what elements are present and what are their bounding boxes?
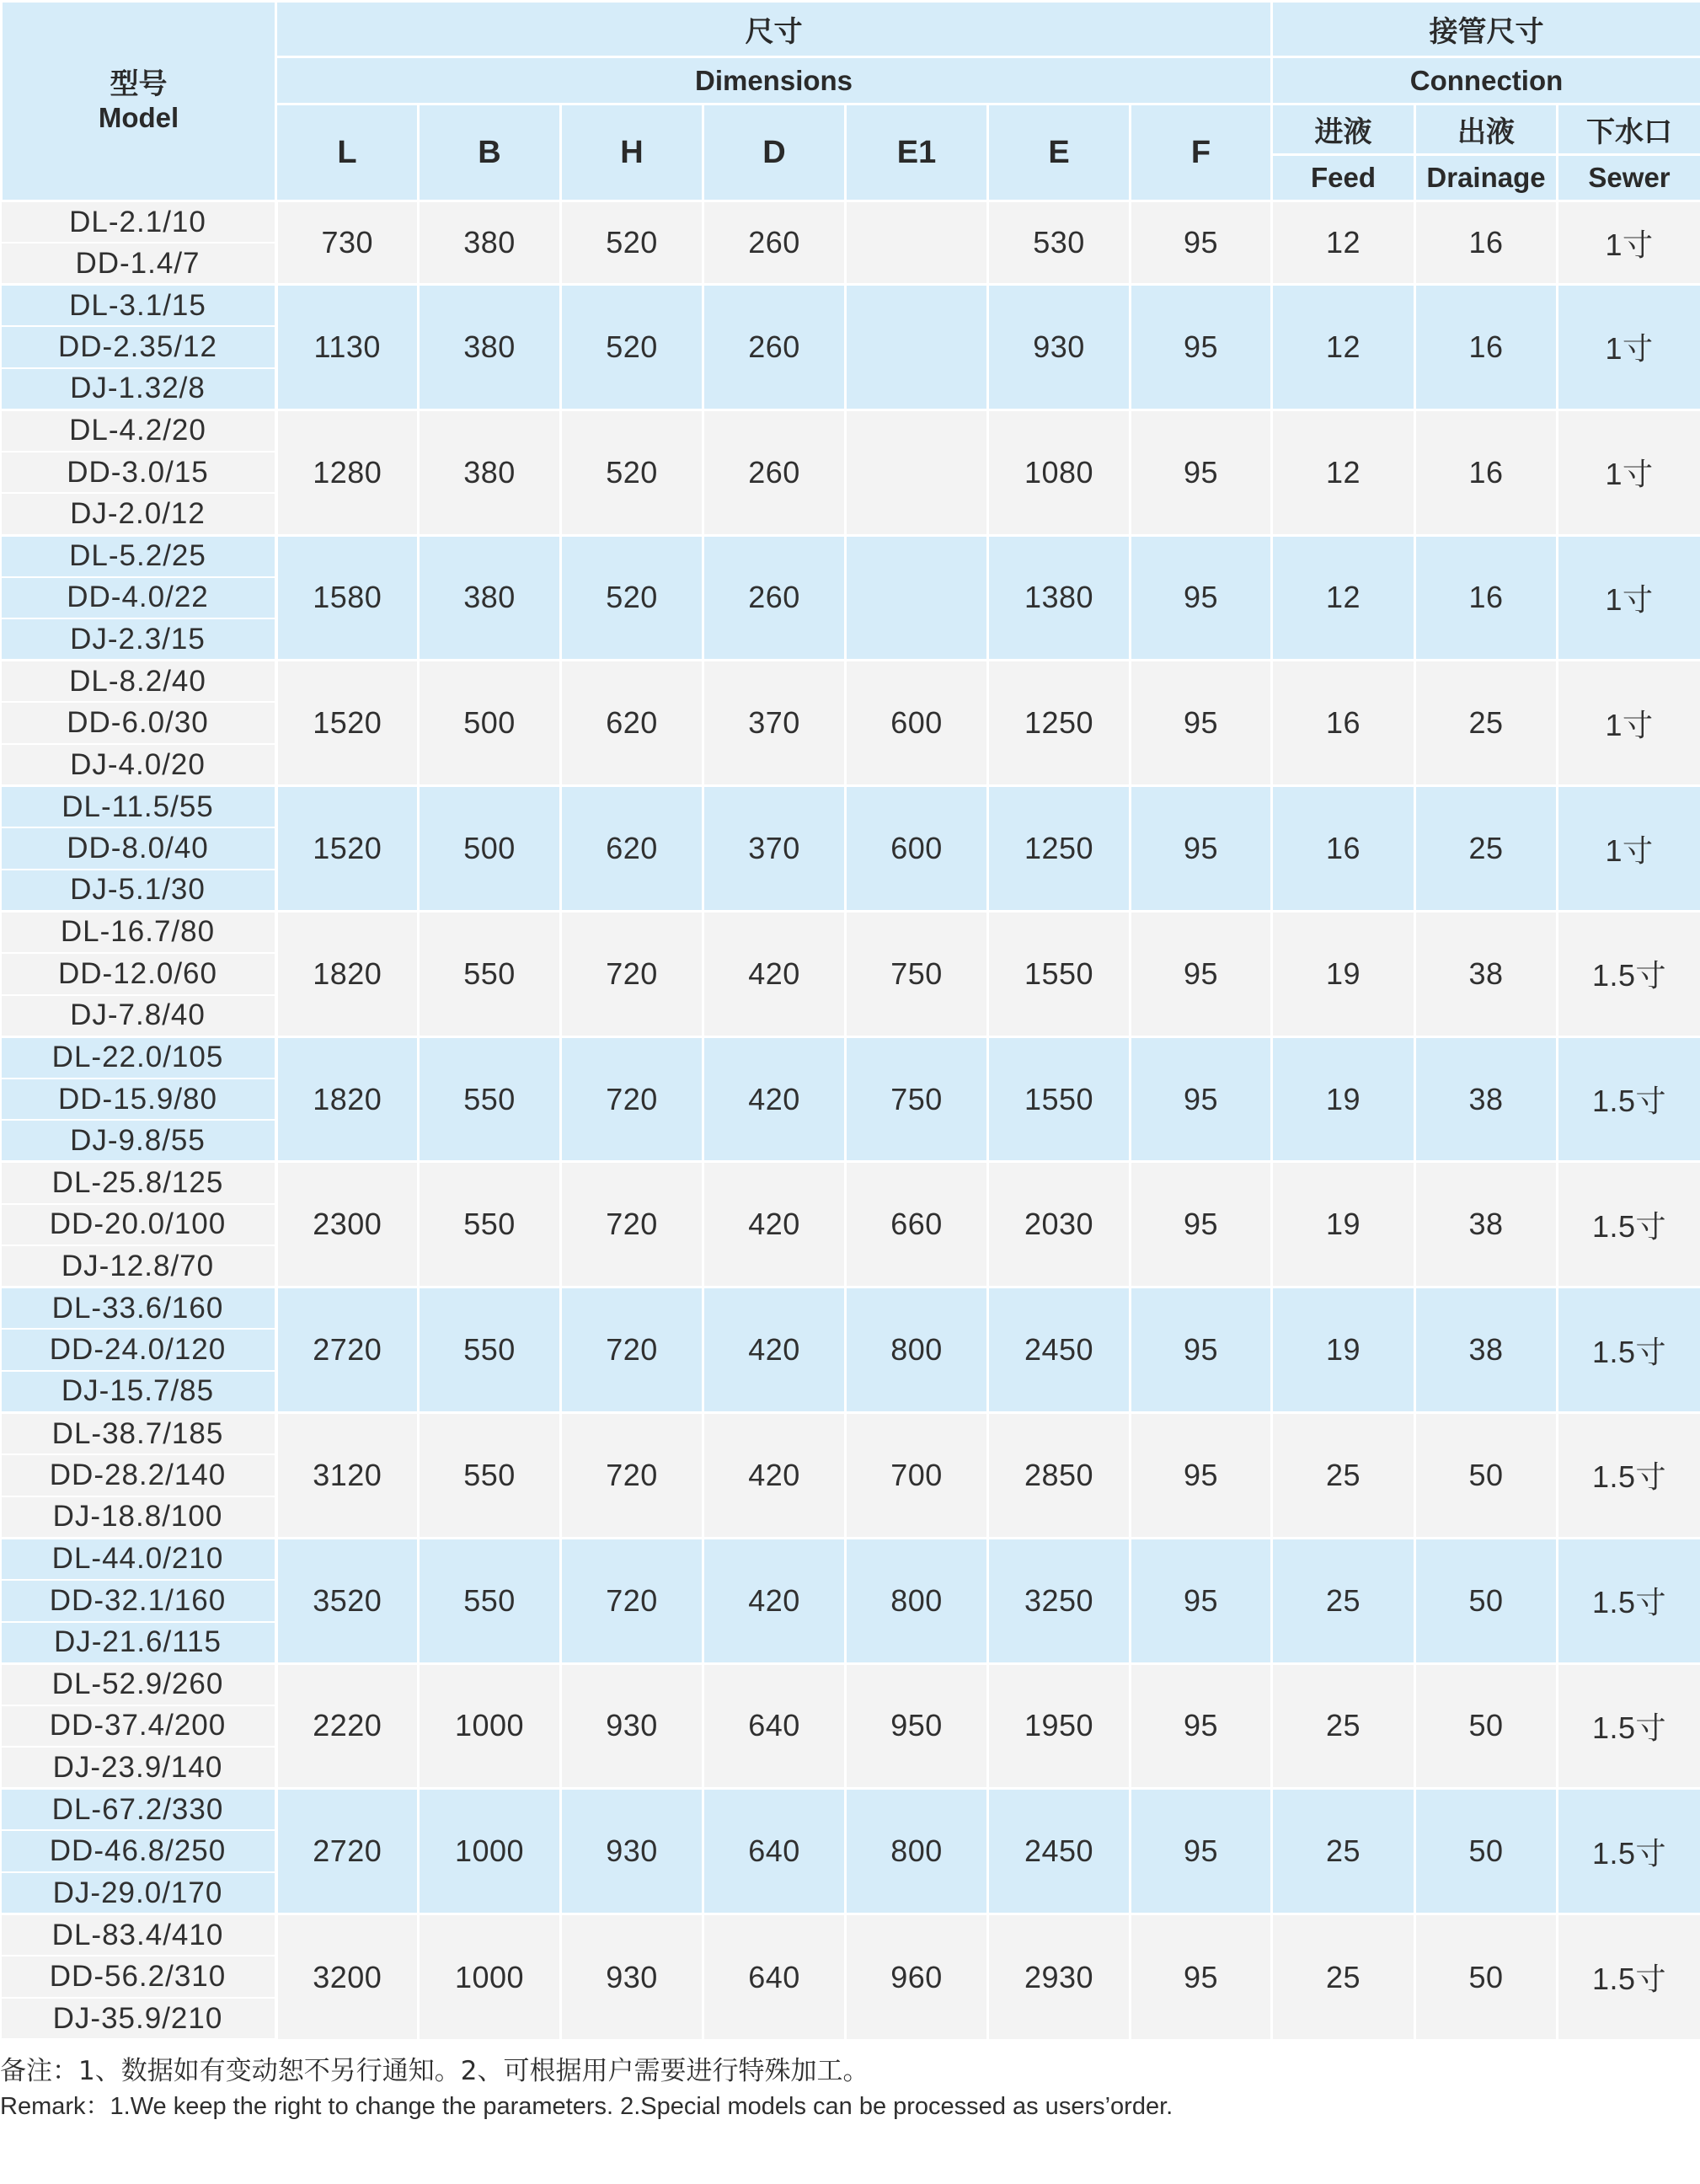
value-cell: 16: [1272, 661, 1415, 786]
value-cell: 640: [703, 1914, 846, 2040]
value-cell: 500: [419, 661, 561, 786]
value-cell: 2030: [988, 1162, 1131, 1287]
value-cell: [846, 535, 988, 661]
value-cell: 260: [703, 285, 846, 410]
value-cell: 600: [846, 661, 988, 786]
value-cell: 720: [561, 1287, 703, 1413]
value-cell: 960: [846, 1914, 988, 2040]
value-cell: 1580: [276, 535, 419, 661]
value-cell: 95: [1131, 1162, 1272, 1287]
value-cell: 1寸: [1558, 410, 1700, 535]
table-row: [2, 786, 1700, 828]
model-cell: DJ-4.0/20: [2, 744, 276, 786]
value-cell: 95: [1131, 1663, 1272, 1789]
value-cell: 420: [703, 1413, 846, 1539]
value-cell: 720: [561, 1036, 703, 1162]
col-header-l: L: [276, 104, 419, 201]
value-cell: 3520: [276, 1538, 419, 1663]
value-cell: 38: [1415, 1036, 1558, 1162]
value-cell: 370: [703, 661, 846, 786]
table-row: [2, 535, 1700, 577]
value-cell: 50: [1415, 1663, 1558, 1789]
value-cell: 1820: [276, 911, 419, 1036]
value-cell: 380: [419, 535, 561, 661]
value-cell: 95: [1131, 911, 1272, 1036]
model-cell: DL-33.6/160: [2, 1287, 276, 1330]
model-header-en: Model: [98, 102, 179, 133]
value-cell: 1280: [276, 410, 419, 535]
model-cell: DL-44.0/210: [2, 1538, 276, 1580]
value-cell: 660: [846, 1162, 988, 1287]
value-cell: 520: [561, 285, 703, 410]
value-cell: 50: [1415, 1789, 1558, 1914]
dimensions-header-cn: 尺寸: [276, 2, 1272, 57]
remarks: [0, 2053, 1700, 2123]
model-header: [2, 2, 276, 201]
value-cell: [846, 285, 988, 410]
value-cell: 720: [561, 1162, 703, 1287]
col-header-drainage-cn: 出液: [1415, 104, 1558, 155]
value-cell: 1寸: [1558, 786, 1700, 912]
value-cell: 640: [703, 1789, 846, 1914]
value-cell: 420: [703, 1162, 846, 1287]
value-cell: 95: [1131, 1538, 1272, 1663]
value-cell: 720: [561, 1413, 703, 1539]
value-cell: 1950: [988, 1663, 1131, 1789]
value-cell: 700: [846, 1413, 988, 1539]
value-cell: 1.5寸: [1558, 1162, 1700, 1287]
table-row: [2, 1914, 1700, 1956]
value-cell: 38: [1415, 1162, 1558, 1287]
value-cell: 1寸: [1558, 535, 1700, 661]
table-row: [2, 410, 1700, 452]
model-cell: DL-11.5/55: [2, 786, 276, 828]
model-cell: DL-4.2/20: [2, 410, 276, 452]
value-cell: 600: [846, 786, 988, 912]
value-cell: 1.5寸: [1558, 1789, 1700, 1914]
value-cell: 25: [1415, 661, 1558, 786]
value-cell: 1.5寸: [1558, 1413, 1700, 1539]
value-cell: 620: [561, 661, 703, 786]
value-cell: 16: [1272, 786, 1415, 912]
value-cell: 750: [846, 911, 988, 1036]
value-cell: 1130: [276, 285, 419, 410]
model-cell: DJ-7.8/40: [2, 995, 276, 1037]
value-cell: 930: [561, 1789, 703, 1914]
model-cell: DD-46.8/250: [2, 1830, 276, 1872]
value-cell: 3200: [276, 1914, 419, 2040]
value-cell: [846, 201, 988, 285]
value-cell: 95: [1131, 1914, 1272, 2040]
value-cell: 1.5寸: [1558, 1036, 1700, 1162]
col-header-f: F: [1131, 104, 1272, 201]
model-cell: DL-52.9/260: [2, 1663, 276, 1705]
col-header-d: D: [703, 104, 846, 201]
model-cell: DL-25.8/125: [2, 1162, 276, 1204]
value-cell: 930: [561, 1663, 703, 1789]
value-cell: 2450: [988, 1789, 1131, 1914]
value-cell: 1.5寸: [1558, 1287, 1700, 1413]
model-cell: DL-67.2/330: [2, 1789, 276, 1831]
value-cell: 1寸: [1558, 661, 1700, 786]
col-header-b: B: [419, 104, 561, 201]
value-cell: 550: [419, 1162, 561, 1287]
value-cell: 1000: [419, 1789, 561, 1914]
value-cell: 550: [419, 1036, 561, 1162]
value-cell: 1寸: [1558, 285, 1700, 410]
value-cell: 1550: [988, 911, 1131, 1036]
value-cell: 260: [703, 410, 846, 535]
value-cell: 380: [419, 410, 561, 535]
value-cell: 25: [1272, 1413, 1415, 1539]
value-cell: 930: [988, 285, 1131, 410]
model-cell: DJ-29.0/170: [2, 1872, 276, 1914]
value-cell: 2220: [276, 1663, 419, 1789]
value-cell: 95: [1131, 285, 1272, 410]
value-cell: 3120: [276, 1413, 419, 1539]
value-cell: 380: [419, 201, 561, 285]
value-cell: 420: [703, 1287, 846, 1413]
model-cell: DL-3.1/15: [2, 285, 276, 327]
model-cell: DD-15.9/80: [2, 1079, 276, 1121]
model-cell: DJ-12.8/70: [2, 1245, 276, 1287]
value-cell: 1000: [419, 1914, 561, 2040]
value-cell: 1520: [276, 661, 419, 786]
value-cell: 640: [703, 1663, 846, 1789]
model-cell: DD-3.0/15: [2, 452, 276, 494]
model-cell: DL-2.1/10: [2, 201, 276, 244]
model-cell: DD-4.0/22: [2, 577, 276, 619]
value-cell: 800: [846, 1287, 988, 1413]
table-header: [2, 2, 1700, 201]
value-cell: 50: [1415, 1914, 1558, 2040]
model-cell: DD-32.1/160: [2, 1580, 276, 1622]
value-cell: 620: [561, 786, 703, 912]
model-cell: DD-12.0/60: [2, 953, 276, 995]
value-cell: 1380: [988, 535, 1131, 661]
value-cell: 370: [703, 786, 846, 912]
value-cell: 19: [1272, 1162, 1415, 1287]
value-cell: 520: [561, 201, 703, 285]
value-cell: 720: [561, 911, 703, 1036]
col-header-e: E: [988, 104, 1131, 201]
value-cell: 260: [703, 201, 846, 285]
value-cell: 800: [846, 1538, 988, 1663]
value-cell: 950: [846, 1663, 988, 1789]
table-row: [2, 1663, 1700, 1705]
value-cell: 550: [419, 1287, 561, 1413]
value-cell: 16: [1415, 410, 1558, 535]
table-row: [2, 911, 1700, 953]
model-cell: DD-6.0/30: [2, 702, 276, 744]
value-cell: 95: [1131, 1287, 1272, 1413]
value-cell: 1080: [988, 410, 1131, 535]
value-cell: 95: [1131, 410, 1272, 535]
table-row: [2, 1538, 1700, 1580]
value-cell: 500: [419, 786, 561, 912]
value-cell: 550: [419, 1538, 561, 1663]
value-cell: 530: [988, 201, 1131, 285]
table-row: [2, 1162, 1700, 1204]
model-cell: DJ-5.1/30: [2, 870, 276, 912]
value-cell: 12: [1272, 535, 1415, 661]
remark-en: Remark：1.We keep the right to change the parameters. 2.Special models can be processed as users’order.: [0, 2093, 1173, 2120]
dimensions-header-en: Dimensions: [276, 57, 1272, 104]
value-cell: 3250: [988, 1538, 1131, 1663]
value-cell: 260: [703, 535, 846, 661]
value-cell: 1520: [276, 786, 419, 912]
value-cell: 95: [1131, 1036, 1272, 1162]
value-cell: 25: [1272, 1789, 1415, 1914]
model-cell: DL-16.7/80: [2, 911, 276, 953]
value-cell: 25: [1272, 1663, 1415, 1789]
value-cell: 520: [561, 410, 703, 535]
model-cell: DD-56.2/310: [2, 1956, 276, 1998]
model-cell: DD-20.0/100: [2, 1204, 276, 1246]
value-cell: 2930: [988, 1914, 1131, 2040]
value-cell: 50: [1415, 1413, 1558, 1539]
model-cell: DJ-1.32/8: [2, 368, 276, 410]
col-header-sewer-cn: 下水口: [1558, 104, 1700, 155]
remark-cn: 备注：1、数据如有变动恕不另行通知。2、可根据用户需要进行特殊加工。: [0, 2056, 869, 2086]
model-cell: DD-1.4/7: [2, 243, 276, 285]
value-cell: 730: [276, 201, 419, 285]
value-cell: 2850: [988, 1413, 1131, 1539]
value-cell: 750: [846, 1036, 988, 1162]
value-cell: 19: [1272, 911, 1415, 1036]
value-cell: 550: [419, 911, 561, 1036]
value-cell: 2300: [276, 1162, 419, 1287]
value-cell: 420: [703, 1538, 846, 1663]
value-cell: 19: [1272, 1287, 1415, 1413]
value-cell: 95: [1131, 1413, 1272, 1539]
value-cell: 930: [561, 1914, 703, 2040]
value-cell: 95: [1131, 535, 1272, 661]
value-cell: 25: [1415, 786, 1558, 912]
value-cell: 1.5寸: [1558, 1538, 1700, 1663]
value-cell: 2720: [276, 1789, 419, 1914]
model-cell: DJ-2.3/15: [2, 618, 276, 661]
value-cell: 1.5寸: [1558, 1914, 1700, 2040]
value-cell: 1.5寸: [1558, 1663, 1700, 1789]
value-cell: 420: [703, 1036, 846, 1162]
table-row: [2, 1413, 1700, 1455]
value-cell: 520: [561, 535, 703, 661]
model-cell: DL-8.2/40: [2, 661, 276, 703]
value-cell: 16: [1415, 535, 1558, 661]
value-cell: 380: [419, 285, 561, 410]
col-header-h: H: [561, 104, 703, 201]
value-cell: 420: [703, 911, 846, 1036]
model-cell: DL-38.7/185: [2, 1413, 276, 1455]
value-cell: 550: [419, 1413, 561, 1539]
model-cell: DJ-9.8/55: [2, 1120, 276, 1162]
value-cell: 16: [1415, 201, 1558, 285]
col-header-feed-en: Feed: [1272, 155, 1415, 201]
model-cell: DL-83.4/410: [2, 1914, 276, 1956]
model-cell: DJ-18.8/100: [2, 1496, 276, 1539]
value-cell: 95: [1131, 661, 1272, 786]
model-cell: DD-8.0/40: [2, 827, 276, 870]
value-cell: 800: [846, 1789, 988, 1914]
value-cell: 1寸: [1558, 201, 1700, 285]
value-cell: 2720: [276, 1287, 419, 1413]
value-cell: 12: [1272, 201, 1415, 285]
col-header-feed-cn: 进液: [1272, 104, 1415, 155]
value-cell: [846, 410, 988, 535]
value-cell: 12: [1272, 410, 1415, 535]
table-row: [2, 1287, 1700, 1330]
value-cell: 25: [1272, 1538, 1415, 1663]
col-header-e1: E1: [846, 104, 988, 201]
value-cell: 25: [1272, 1914, 1415, 2040]
value-cell: 12: [1272, 285, 1415, 410]
connection-header-cn: 接管尺寸: [1272, 2, 1700, 57]
col-header-drainage-en: Drainage: [1415, 155, 1558, 201]
table-row: [2, 285, 1700, 327]
value-cell: 16: [1415, 285, 1558, 410]
value-cell: 95: [1131, 201, 1272, 285]
model-cell: DJ-2.0/12: [2, 493, 276, 535]
value-cell: 50: [1415, 1538, 1558, 1663]
value-cell: 2450: [988, 1287, 1131, 1413]
model-cell: DJ-35.9/210: [2, 1998, 276, 2040]
model-cell: DL-22.0/105: [2, 1036, 276, 1079]
table-row: [2, 661, 1700, 703]
value-cell: 1820: [276, 1036, 419, 1162]
model-cell: DD-37.4/200: [2, 1705, 276, 1748]
value-cell: 1.5寸: [1558, 911, 1700, 1036]
model-cell: DD-24.0/120: [2, 1329, 276, 1371]
model-cell: DL-5.2/25: [2, 535, 276, 577]
model-cell: DD-28.2/140: [2, 1454, 276, 1496]
table-body: [2, 201, 1700, 2040]
value-cell: 1250: [988, 786, 1131, 912]
value-cell: 38: [1415, 911, 1558, 1036]
table-row: [2, 201, 1700, 244]
model-cell: DJ-23.9/140: [2, 1747, 276, 1789]
col-header-sewer-en: Sewer: [1558, 155, 1700, 201]
value-cell: 1000: [419, 1663, 561, 1789]
value-cell: 720: [561, 1538, 703, 1663]
model-cell: DD-2.35/12: [2, 326, 276, 368]
connection-header-en: Connection: [1272, 57, 1700, 104]
value-cell: 95: [1131, 1789, 1272, 1914]
model-cell: DJ-15.7/85: [2, 1371, 276, 1413]
value-cell: 1550: [988, 1036, 1131, 1162]
table-row: [2, 1036, 1700, 1079]
value-cell: 1250: [988, 661, 1131, 786]
value-cell: 95: [1131, 786, 1272, 912]
value-cell: 38: [1415, 1287, 1558, 1413]
table-row: [2, 1789, 1700, 1831]
value-cell: 19: [1272, 1036, 1415, 1162]
model-header-cn: 型号: [110, 68, 168, 100]
model-cell: DJ-21.6/115: [2, 1622, 276, 1664]
